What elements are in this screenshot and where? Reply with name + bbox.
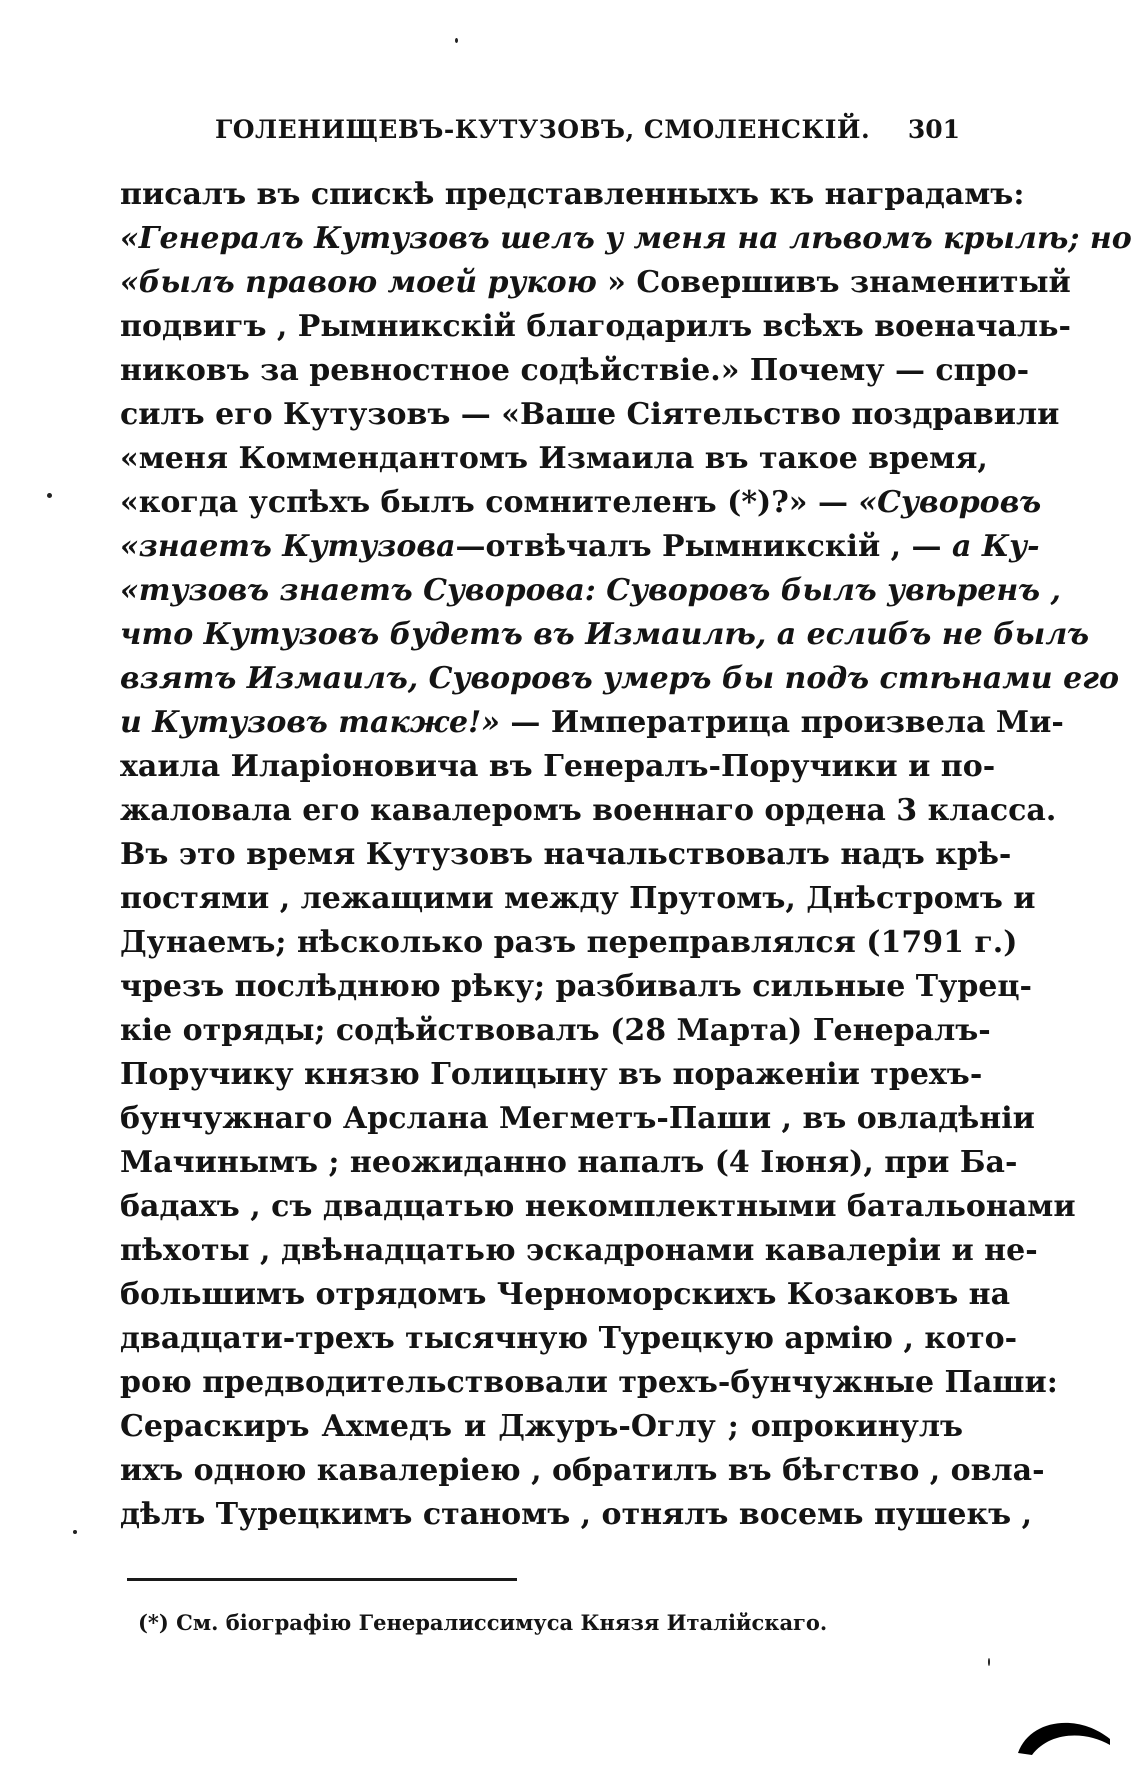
text-segment: «когда успѣхъ былъ сомнителенъ (*)?» — bbox=[120, 485, 859, 520]
text-segment: взятъ Измаилъ, Суворовъ умеръ бы подъ стѣнами его bbox=[120, 661, 1120, 696]
text-segment: кіе отряды; содѣйствовалъ (28 Марта) Генералъ- bbox=[120, 1013, 991, 1048]
text-segment: писалъ въ спискѣ представленныхъ къ наградамъ: bbox=[120, 177, 1025, 212]
text-line bbox=[120, 1405, 963, 1449]
text-line bbox=[120, 437, 988, 481]
text-line bbox=[120, 833, 1012, 877]
text-line bbox=[120, 1273, 1011, 1317]
text-segment: бадахъ , съ двадцатью некомплектными батальонами bbox=[120, 1189, 1076, 1224]
text-segment: а Ку- bbox=[951, 529, 1040, 564]
body-text bbox=[120, 173, 1132, 1537]
text-segment: двадцати-трехъ тысячную Турецкую армію , кото- bbox=[120, 1321, 1018, 1356]
text-line bbox=[120, 1141, 1018, 1185]
text-line bbox=[120, 745, 996, 789]
text-segment: Дунаемъ; нѣсколько разъ переправлялся (1791 г.) bbox=[120, 925, 1018, 960]
text-line bbox=[120, 1185, 1076, 1229]
text-line bbox=[120, 1361, 1058, 1405]
text-line bbox=[120, 1097, 1035, 1141]
page-number: 301 bbox=[907, 115, 960, 144]
text-segment: Въ это время Кутузовъ начальствовалъ надъ крѣ- bbox=[120, 837, 1012, 872]
text-segment: Сераскиръ Ахмедъ и Джуръ-Оглу ; опрокинулъ bbox=[120, 1409, 963, 1444]
text-segment: —отвѣчалъ Рымникскій , — bbox=[455, 529, 952, 564]
text-segment: что Кутузовъ будетъ въ Измаилѣ, а еслибъ не былъ bbox=[120, 617, 1090, 652]
running-head: ГОЛЕНИЩЕВЪ-КУТУЗОВЪ, СМОЛЕНСКІЙ. bbox=[215, 115, 871, 144]
scan-speck bbox=[455, 38, 458, 43]
text-segment: «тузовъ знаетъ Суворова: Суворовъ былъ увѣренъ , bbox=[120, 573, 1061, 608]
text-segment: большимъ отрядомъ Черноморскихъ Козаковъ на bbox=[120, 1277, 1011, 1312]
text-segment: «былъ правою моей рукою bbox=[120, 265, 597, 300]
text-line bbox=[120, 1009, 991, 1053]
text-segment: никовъ за ревностное содѣйствіе.» Почему — спро- bbox=[120, 353, 1030, 388]
text-line bbox=[120, 1317, 1018, 1361]
text-segment: Мачинымъ ; неожиданно напалъ (4 Іюня), при Ба- bbox=[120, 1145, 1018, 1180]
text-segment: постями , лежащими между Прутомъ, Днѣстромъ и bbox=[120, 881, 1036, 916]
text-line bbox=[120, 789, 1057, 833]
text-line bbox=[120, 261, 1071, 305]
text-segment: подвигъ , Рымникскій благодарилъ всѣхъ военачаль- bbox=[120, 309, 1071, 344]
text-segment: хаила Иларіоновича въ Генералъ-Поручики и по- bbox=[120, 749, 996, 784]
text-line bbox=[120, 613, 1090, 657]
text-segment: пѣхоты , двѣнадцатью эскадронами кавалеріи и не- bbox=[120, 1233, 1038, 1268]
text-line bbox=[120, 569, 1061, 613]
text-line bbox=[120, 877, 1036, 921]
text-line bbox=[120, 1449, 1045, 1493]
text-segment: «Суворовъ bbox=[858, 485, 1042, 520]
text-line bbox=[120, 217, 1132, 261]
text-line bbox=[120, 1229, 1038, 1273]
footnote: (*) См. біографію Генералиссимуса Князя Италійскаго. bbox=[138, 1610, 828, 1635]
text-segment: «знаетъ Кутузова bbox=[120, 529, 456, 564]
text-line bbox=[120, 173, 1025, 217]
text-segment: жаловала его кавалеромъ военнаго ордена 3 класса. bbox=[120, 793, 1057, 828]
text-line bbox=[120, 349, 1030, 393]
text-line bbox=[120, 525, 1040, 569]
text-segment: бунчужнаго Арслана Мегметъ-Паши , въ овладѣніи bbox=[120, 1101, 1035, 1136]
text-segment: » Совершивъ знаменитый bbox=[596, 265, 1071, 300]
text-line bbox=[120, 921, 1018, 965]
scan-speck bbox=[988, 1658, 990, 1666]
text-segment: и Кутузовъ также!» bbox=[120, 705, 500, 740]
text-segment: чрезъ послѣднюю рѣку; разбивалъ сильные Турец- bbox=[120, 969, 1032, 1004]
text-line bbox=[120, 1493, 1033, 1537]
text-segment: «Генералъ Кутузовъ шелъ у меня на лѣвомъ крылѣ; но bbox=[120, 221, 1132, 256]
text-line bbox=[120, 965, 1032, 1009]
scan-speck bbox=[73, 1530, 77, 1534]
text-line bbox=[120, 657, 1120, 701]
text-segment: силъ его Кутузовъ — «Ваше Сіятельство поздравили bbox=[120, 397, 1060, 432]
text-segment: — Императрица произвела Ми- bbox=[499, 705, 1064, 740]
text-line bbox=[120, 701, 1064, 745]
text-segment: Поручику князю Голицыну въ пораженіи трехъ- bbox=[120, 1057, 983, 1092]
text-line bbox=[120, 481, 1042, 525]
text-segment: ихъ одною кавалеріею , обратилъ въ бѣгство , овла- bbox=[120, 1453, 1045, 1488]
scan-speck bbox=[47, 493, 52, 498]
footnote-rule bbox=[127, 1578, 517, 1581]
text-line bbox=[120, 1053, 983, 1097]
library-stamp-mark bbox=[1016, 1709, 1112, 1757]
text-segment: дѣлъ Турецкимъ станомъ , отнялъ восемь пушекъ , bbox=[120, 1497, 1033, 1532]
page-header bbox=[215, 115, 960, 155]
text-line bbox=[120, 393, 1060, 437]
text-segment: рою предводительствовали трехъ-бунчужные Паши: bbox=[120, 1365, 1058, 1400]
text-line bbox=[120, 305, 1071, 349]
text-segment: «меня Коммендантомъ Измаила въ такое время, bbox=[120, 441, 988, 476]
